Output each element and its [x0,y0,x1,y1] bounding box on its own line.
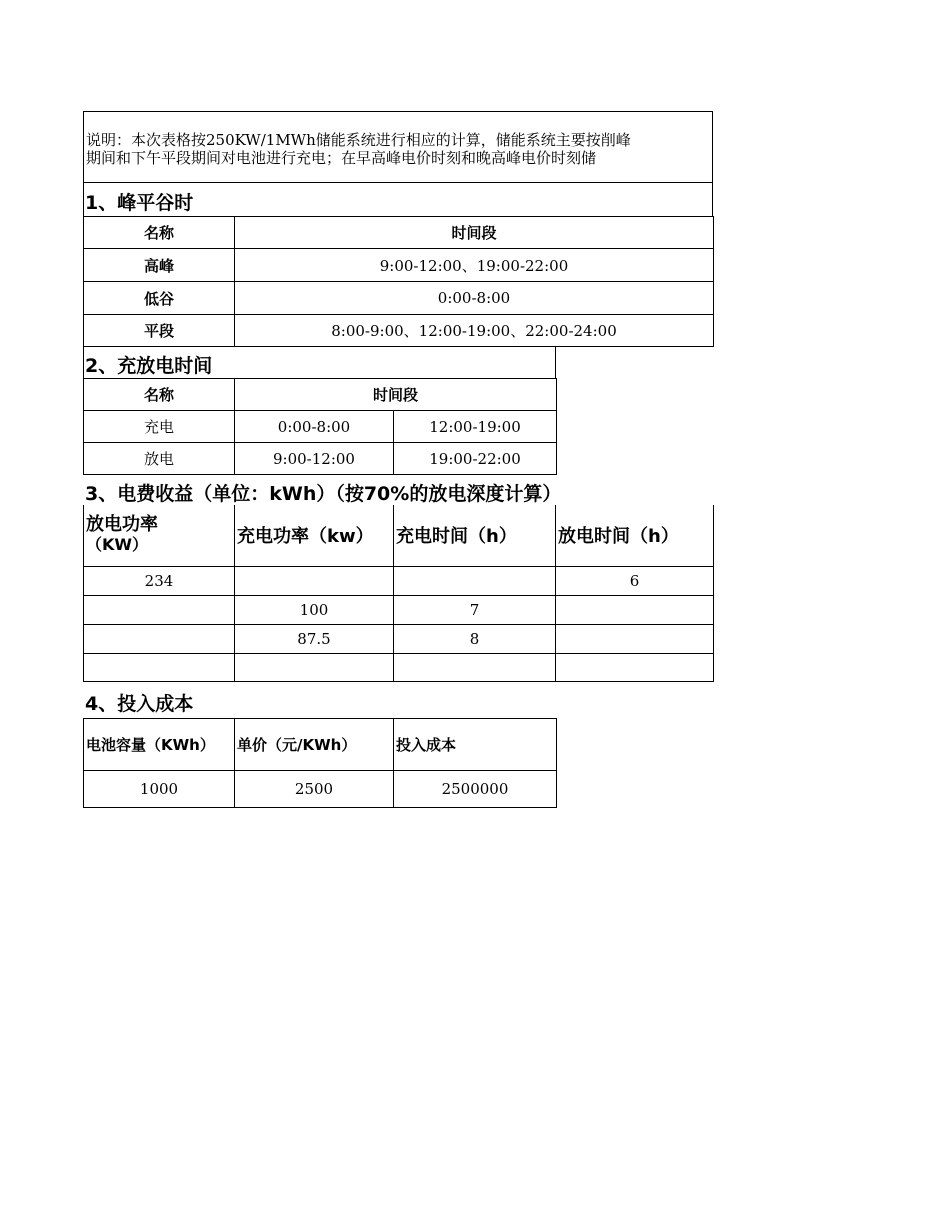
cell [394,653,556,681]
section4-title: 4、投入成本 [85,693,194,715]
table-row [84,566,714,595]
cell [556,624,714,653]
cell: 7 [394,595,556,624]
section1-title: 1、峰平谷时 [85,192,194,214]
header-discharge-time: 放电时间（h） [556,505,714,566]
row-period-2: 19:00-22:00 [394,443,557,475]
row-period-1: 0:00-8:00 [235,411,394,443]
header-discharge-power-line2: （KW） [86,535,149,555]
row-name: 平段 [84,315,235,347]
row-period-2: 12:00-19:00 [394,411,557,443]
table-row [84,443,557,475]
cell [235,653,394,681]
row-period: 0:00-8:00 [235,282,714,315]
cell: 8 [394,624,556,653]
unit-price-value: 2500 [235,771,394,808]
table-row [84,249,714,282]
header-period: 时间段 [235,379,557,411]
revenue-table [83,505,714,682]
section2-right-border [555,346,556,379]
header-unit-price: 单价（元/KWh） [235,719,394,771]
header-charge-time: 充电时间（h） [394,505,556,566]
header-investment-cost: 投入成本 [394,719,557,771]
cell [394,566,556,595]
row-period-1: 9:00-12:00 [235,443,394,475]
section3-title: 3、电费收益（单位：kWh）（按70%的放电深度计算） [85,483,562,505]
cell: 234 [84,566,235,595]
note-line-2: 期间和下午平段期间对电池进行充电；在早高峰电价时刻和晚高峰电价时刻储 [86,149,597,167]
table-row [84,653,714,681]
row-name: 充电 [84,411,235,443]
investment-cost-value: 2500000 [394,771,557,808]
battery-capacity-value: 1000 [84,771,235,808]
row-name: 放电 [84,443,235,475]
row-name: 高峰 [84,249,235,282]
description-note [83,111,713,183]
section2-title: 2、充放电时间 [85,355,213,377]
cell [235,566,394,595]
note-line-1: 说明：本次表格按250KW/1MWh储能系统进行相应的计算，储能系统主要按削峰 [86,131,631,149]
row-period: 9:00-12:00、19:00-22:00 [235,249,714,282]
table-row [84,624,714,653]
peak-valley-table [83,216,714,347]
header-charge-power: 充电功率（kw） [235,505,394,566]
cell: 6 [556,566,714,595]
cell [84,653,235,681]
cell [556,653,714,681]
header-discharge-power-line1: 放电功率 [86,514,158,536]
header-name: 名称 [84,379,235,411]
charge-discharge-table [83,378,557,475]
table-row [84,771,557,808]
table-row [84,595,714,624]
header-period: 时间段 [235,217,714,249]
cell [84,624,235,653]
header-discharge-power [84,505,235,566]
cell: 87.5 [235,624,394,653]
section2-left-border [83,346,84,379]
table-row [84,315,714,347]
investment-table [83,718,557,808]
cell: 100 [235,595,394,624]
row-name: 低谷 [84,282,235,315]
cell [84,595,235,624]
table-row [84,282,714,315]
header-battery-capacity: 电池容量（KWh） [84,719,235,771]
header-name: 名称 [84,217,235,249]
cell [556,595,714,624]
row-period: 8:00-9:00、12:00-19:00、22:00-24:00 [235,315,714,347]
table-row [84,411,557,443]
